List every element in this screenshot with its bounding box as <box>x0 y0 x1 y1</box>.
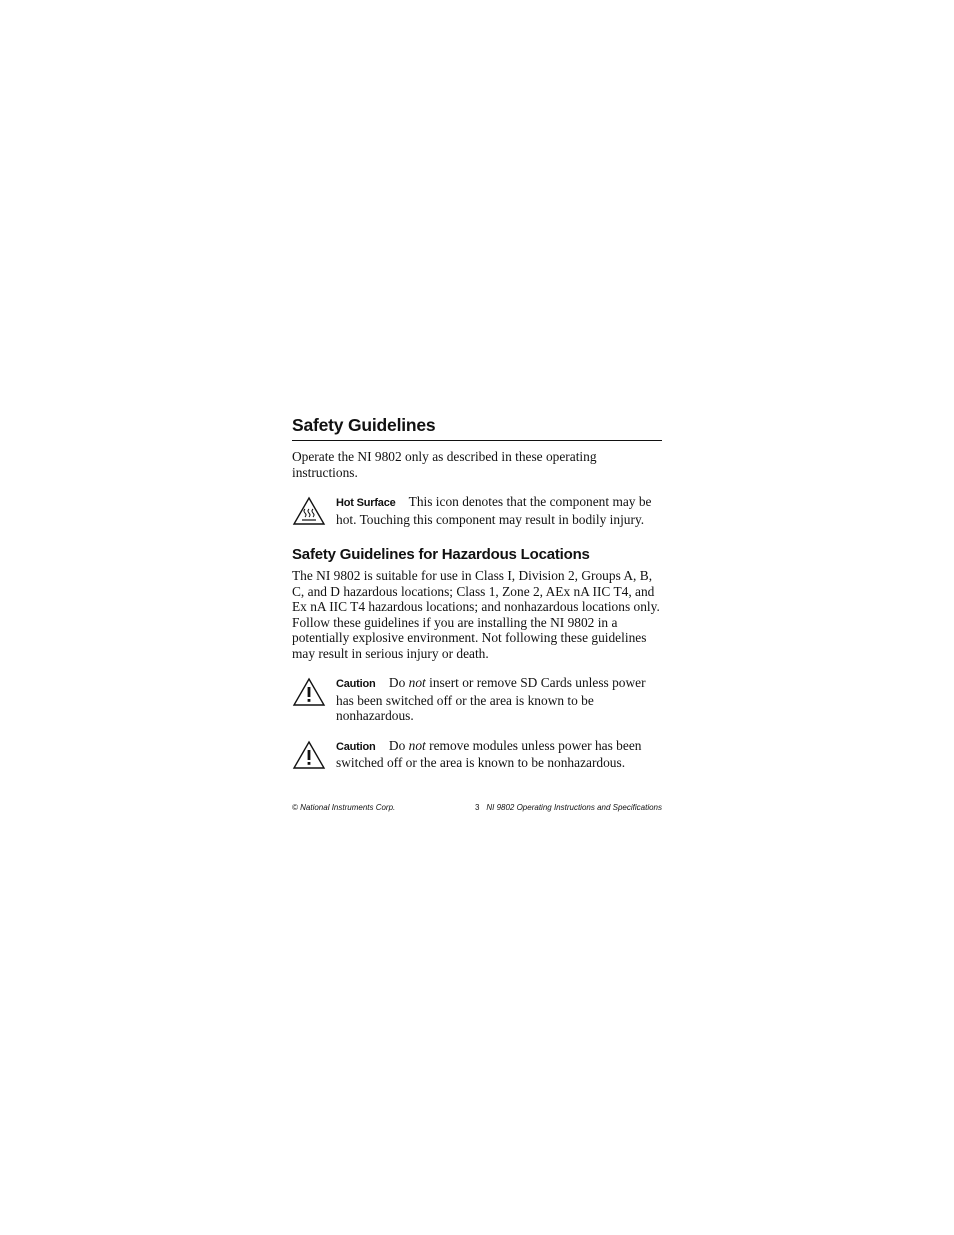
caution-lead: Do <box>388 675 406 690</box>
intro-paragraph: Operate the NI 9802 only as described in these operating instructions. <box>292 449 597 480</box>
caution-text: insert or remove SD Cards unless power has been switched off or the area is known to be nonhazardous. <box>336 675 646 723</box>
caution-label: Caution <box>336 740 376 753</box>
caution-emphasis: not <box>408 675 426 690</box>
caution-icon <box>292 677 326 707</box>
hot-surface-icon <box>292 496 326 526</box>
footer-document-title: NI 9802 Operating Instructions and Specifications <box>486 803 662 812</box>
caution-note-modules <box>292 738 662 771</box>
footer-page-number: 3 <box>475 803 480 812</box>
footer-copyright: © National Instruments Corp. <box>292 803 396 812</box>
subsection-title: Safety Guidelines for Hazardous Locations <box>292 546 590 563</box>
section-title: Safety Guidelines <box>292 414 662 441</box>
caution-emphasis: not <box>408 737 426 753</box>
page-content <box>292 414 662 771</box>
caution-text: remove modules unless power has been switched off or the area is known to be nonhazardous. <box>336 737 642 770</box>
caution-label: Caution <box>336 678 376 690</box>
hot-surface-label: Hot Surface <box>336 497 396 509</box>
caution-lead: Do <box>388 737 406 753</box>
hazardous-locations-paragraph: The NI 9802 is suitable for use in Class I, Division 2, Groups A, B, C, and D hazardous locations; Class 1, Zone 2, AEx nA IIC T4, and Ex nA IIC T4 hazardous locations; and nonhazardous locations only. Follow these guidelines if you are installing the NI 9802 in a potentially explosive environment. Not following these guidelines may result in serious injury or death. <box>292 568 660 661</box>
caution-note-sd-cards <box>292 675 662 724</box>
caution-icon <box>292 740 326 770</box>
hot-surface-note <box>292 494 662 527</box>
hot-surface-text: This icon denotes that the component may be hot. Touching this component may result in bodily injury. <box>336 494 652 527</box>
